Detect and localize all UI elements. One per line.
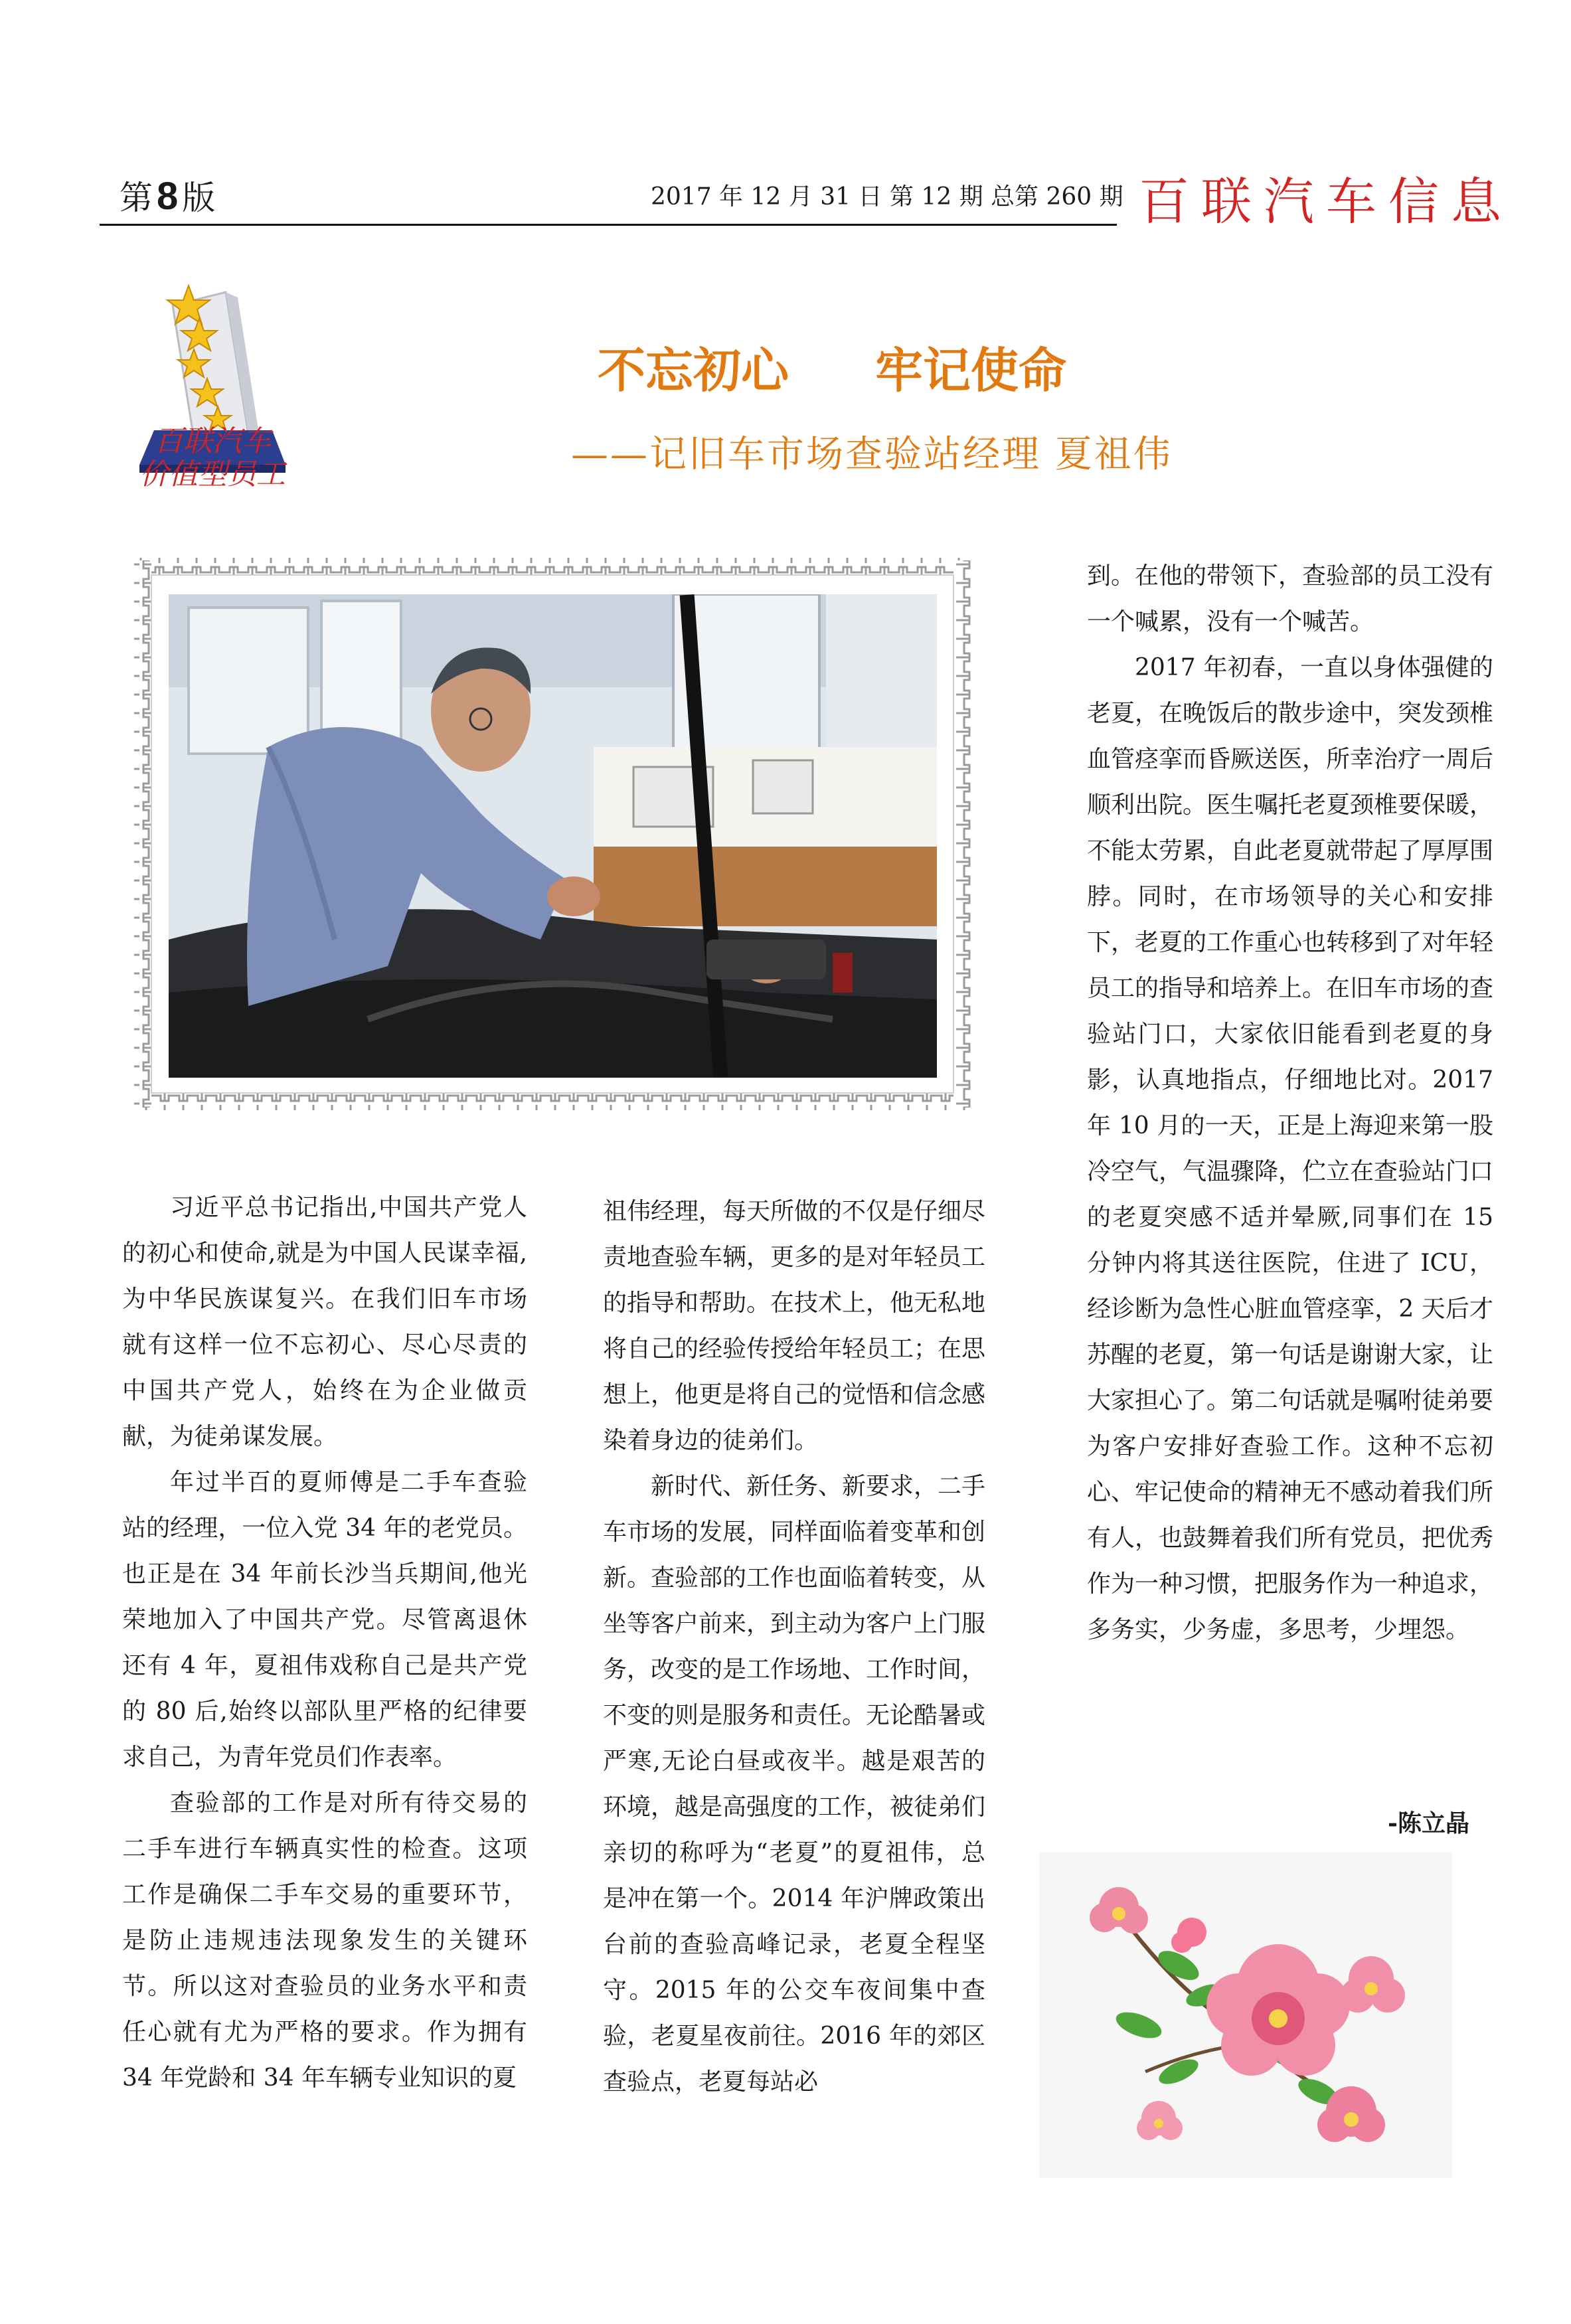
article-title (598, 332, 1066, 401)
edition-suffix: 版 (182, 179, 216, 217)
article-column-1 (122, 1185, 527, 2101)
author-signature: -陈立晶 (1388, 1809, 1469, 1837)
article-photo (169, 594, 937, 1078)
col2-paragraph-2: 新时代、新任务、新要求，二手车市场的发展，同样面临着变革和创新。查验部的工作也面临着转变，从坐等客户前来，到主动为客户上门服务，改变的是工作场地、工作时间，不变的则是服务和责任。无论酷暑或严寒,无论白昼或夜半。越是艰苦的环境，越是高强度的工作，被徒弟们亲切的称呼为“老夏”的夏祖伟，总是冲在第一个。2014 年沪牌政策出台前的查验高峰记录，老夏全程坚守。2015 年的公交车夜间集中查验，老夏星夜前往。2016 年的郊区查验点，老夏每站必 (603, 1473, 986, 2096)
award-caption (113, 425, 312, 491)
col1-paragraph-1: 习近平总书记指出,中国共产党人的初心和使命,就是为中国人民谋幸福,为中华民族谋复兴。在我们旧车市场就有这样一位不忘初心、尽心尽责的中国共产党人，始终在为企业做贡献，为徒弟谋发展。 (122, 1194, 527, 1450)
article-subtitle: ——记旧车市场查验站经理 夏祖伟 (571, 433, 1173, 476)
article-column-3 (1087, 553, 1493, 1653)
award-caption-line1: 百联汽车 (154, 424, 271, 458)
edition-label (120, 171, 215, 219)
flower-illustration (1039, 1853, 1452, 2178)
edition-prefix: 第 (120, 179, 153, 217)
col3-paragraph-2: 2017 年初春，一直以身体强健的老夏，在晚饭后的散步途中，突发颈椎血管痉挛而昏厥送医，所幸治疗一周后顺利出院。医生嘱托老夏颈椎要保暖，不能太劳累，自此老夏就带起了厚厚围脖。同时，在市场领导的关心和安排下，老夏的工作重心也转移到了对年轻员工的指导和培养上。在旧车市场的查验站门口，大家依旧能看到老夏的身影，认真地指点，仔细地比对。2017 年 10 月的一天，正是上海迎来第一股冷空气，气温骤降，伫立在查验站门口的老夏突感不适并晕厥,同事们在 15 分钟内将其送往医院，住进了 ICU，经诊断为急性心脏血管痉挛，2 天后才苏醒的老夏，第一句话是谢谢大家，让大家担心了。第二句话就是嘱咐徒弟要为客户安排好查验工作。这种不忘初心、牢记使命的精神无不感动着我们所有人，也鼓舞着我们所有党员，把优秀作为一种习惯，把服务作为一种追求，多务实，少务虚，多思考，少埋怨。 (1087, 654, 1494, 1643)
article-column-2 (603, 1189, 985, 2105)
title-part2: 牢记使命 (875, 342, 1067, 398)
col2-paragraph-1: 祖伟经理，每天所做的不仅是仔细尽责地查验车辆，更多的是对年轻员工的指导和帮助。在技术上，他无私地将自己的经验传授给年轻员工；在思想上，他更是将自己的觉悟和信念感染着身边的徒弟们。 (603, 1198, 986, 1454)
masthead: 百联汽车信息 (1139, 172, 1513, 231)
col3-paragraph-1: 到。在他的带领下，查验部的员工没有一个喊累，没有一个喊苦。 (1087, 562, 1494, 635)
header-divider (100, 224, 1117, 226)
award-caption-line2: 价值型员工 (139, 457, 286, 491)
col1-paragraph-2: 年过半百的夏师傅是二手车查验站的经理，一位入党 34 年的老党员。也正是在 34 年前长沙当兵期间,他光荣地加入了中国共产党。尽管离退休还有 4 年，夏祖伟戏称自己是共产党的 80 后,始终以部队里严格的纪律要求自己，为青年党员们作表率。 (122, 1469, 527, 1771)
title-part1: 不忘初心 (598, 342, 789, 398)
edition-number: 8 (157, 175, 179, 218)
col1-paragraph-3: 查验部的工作是对所有待交易的二手车进行车辆真实性的检查。这项工作是确保二手车交易的重要环节，是防止违规违法现象发生的关键环节。所以这对查验员的业务水平和责任心就有尤为严格的要求。作为拥有 34 年党龄和 34 年车辆专业知识的夏 (122, 1789, 527, 2092)
dateline: 2017 年 12 月 31 日 第 12 期 总第 260 期 (651, 183, 1123, 210)
